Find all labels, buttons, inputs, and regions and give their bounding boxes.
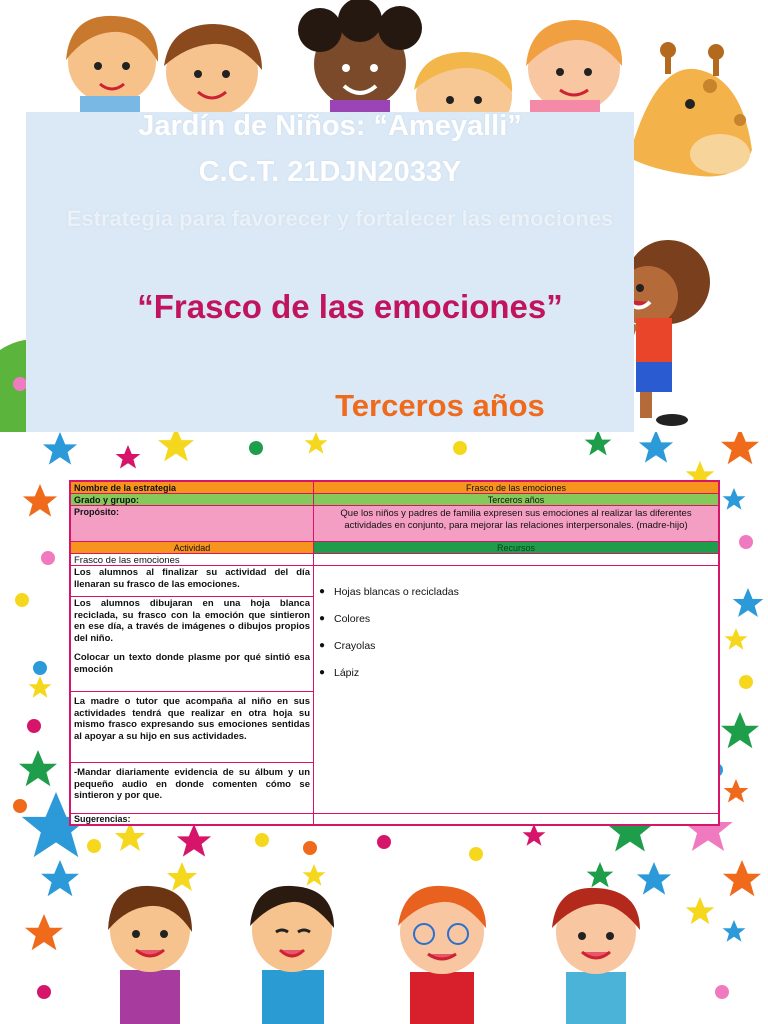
resource-item: ● Colores	[319, 613, 371, 625]
bottom-kid-2	[250, 886, 334, 1024]
activity-item-text: Colocar un texto donde plasme por qué sintió esa emoción	[74, 652, 310, 675]
header-banner	[0, 0, 768, 432]
bottom-kids-illustration	[0, 860, 768, 1024]
activity-item: Los alumnos al finalizar su actividad del día llenaran su frasco de las emociones.	[70, 565, 314, 597]
bullet-icon: ●	[319, 586, 326, 597]
school-cct: C.C.T. 21DJN2033Y	[198, 156, 462, 188]
school-name: Jardín de Niños: “Ameyalli”	[138, 110, 522, 142]
bullet-icon: ●	[319, 613, 326, 624]
bottom-kid-1	[108, 886, 192, 1024]
document-title: “Frasco de las emociones”	[137, 288, 563, 325]
grado-label: Grado y grupo:	[70, 493, 314, 506]
activity-item: La madre o tutor que acompaña al niño en sus actividades tendrá que realizar en otra hoja su mismo frasco expresando sus emociones sentidas al apoyar a su hijo en sus actividades.	[70, 691, 314, 763]
kid-head-5	[526, 20, 622, 112]
proposito-value: Que los niños y padres de familia expresen sus emociones al realizar las diferentes actividades en conjunto, para mejorar las relaciones interpersonales. (madre-hijo)	[313, 505, 719, 542]
bullet-icon: ●	[319, 667, 326, 678]
bottom-kid-3	[398, 886, 486, 1024]
actividad-title: Frasco de las emociones	[70, 553, 314, 566]
grado-value: Terceros años	[313, 493, 719, 506]
grade-title: Terceros años	[335, 388, 545, 423]
resource-item: ● Hojas blancas o recicladas	[319, 586, 459, 598]
bottom-kid-4	[552, 888, 640, 1024]
resources-cell	[313, 565, 719, 814]
recursos-header: Recursos	[313, 541, 719, 554]
proposito-label: Propósito:	[70, 505, 314, 542]
kid-head-2	[164, 24, 262, 116]
nombre-label: Nombre de la estrategia	[70, 481, 314, 494]
nombre-value: Frasco de las emociones	[313, 481, 719, 494]
strategy-table	[69, 480, 720, 826]
sugerencias-value	[313, 813, 719, 825]
bullet-icon: ●	[319, 640, 326, 651]
activity-item	[70, 596, 314, 692]
activity-item-text: Los alumnos dibujaran en una hoja blanca reciclada, su frasco con la emoción que sintieron en ese día, a través de imágenes o dibujos propios del niño.	[74, 598, 310, 644]
resource-item: ● Crayolas	[319, 640, 376, 652]
actividad-header: Actividad	[70, 541, 314, 554]
kid-head-1	[66, 16, 158, 112]
resource-item: ● Lápiz	[319, 667, 360, 679]
strategy-subtitle: Estrategia para favorecer y fortalecer las emociones	[66, 206, 614, 231]
activity-item: -Mandar diariamente evidencia de su álbum y un pequeño audio en donde comenten cómo se sintieron y por que.	[70, 762, 314, 814]
kid-head-3	[298, 0, 422, 112]
sugerencias-label: Sugerencias:	[70, 813, 314, 825]
